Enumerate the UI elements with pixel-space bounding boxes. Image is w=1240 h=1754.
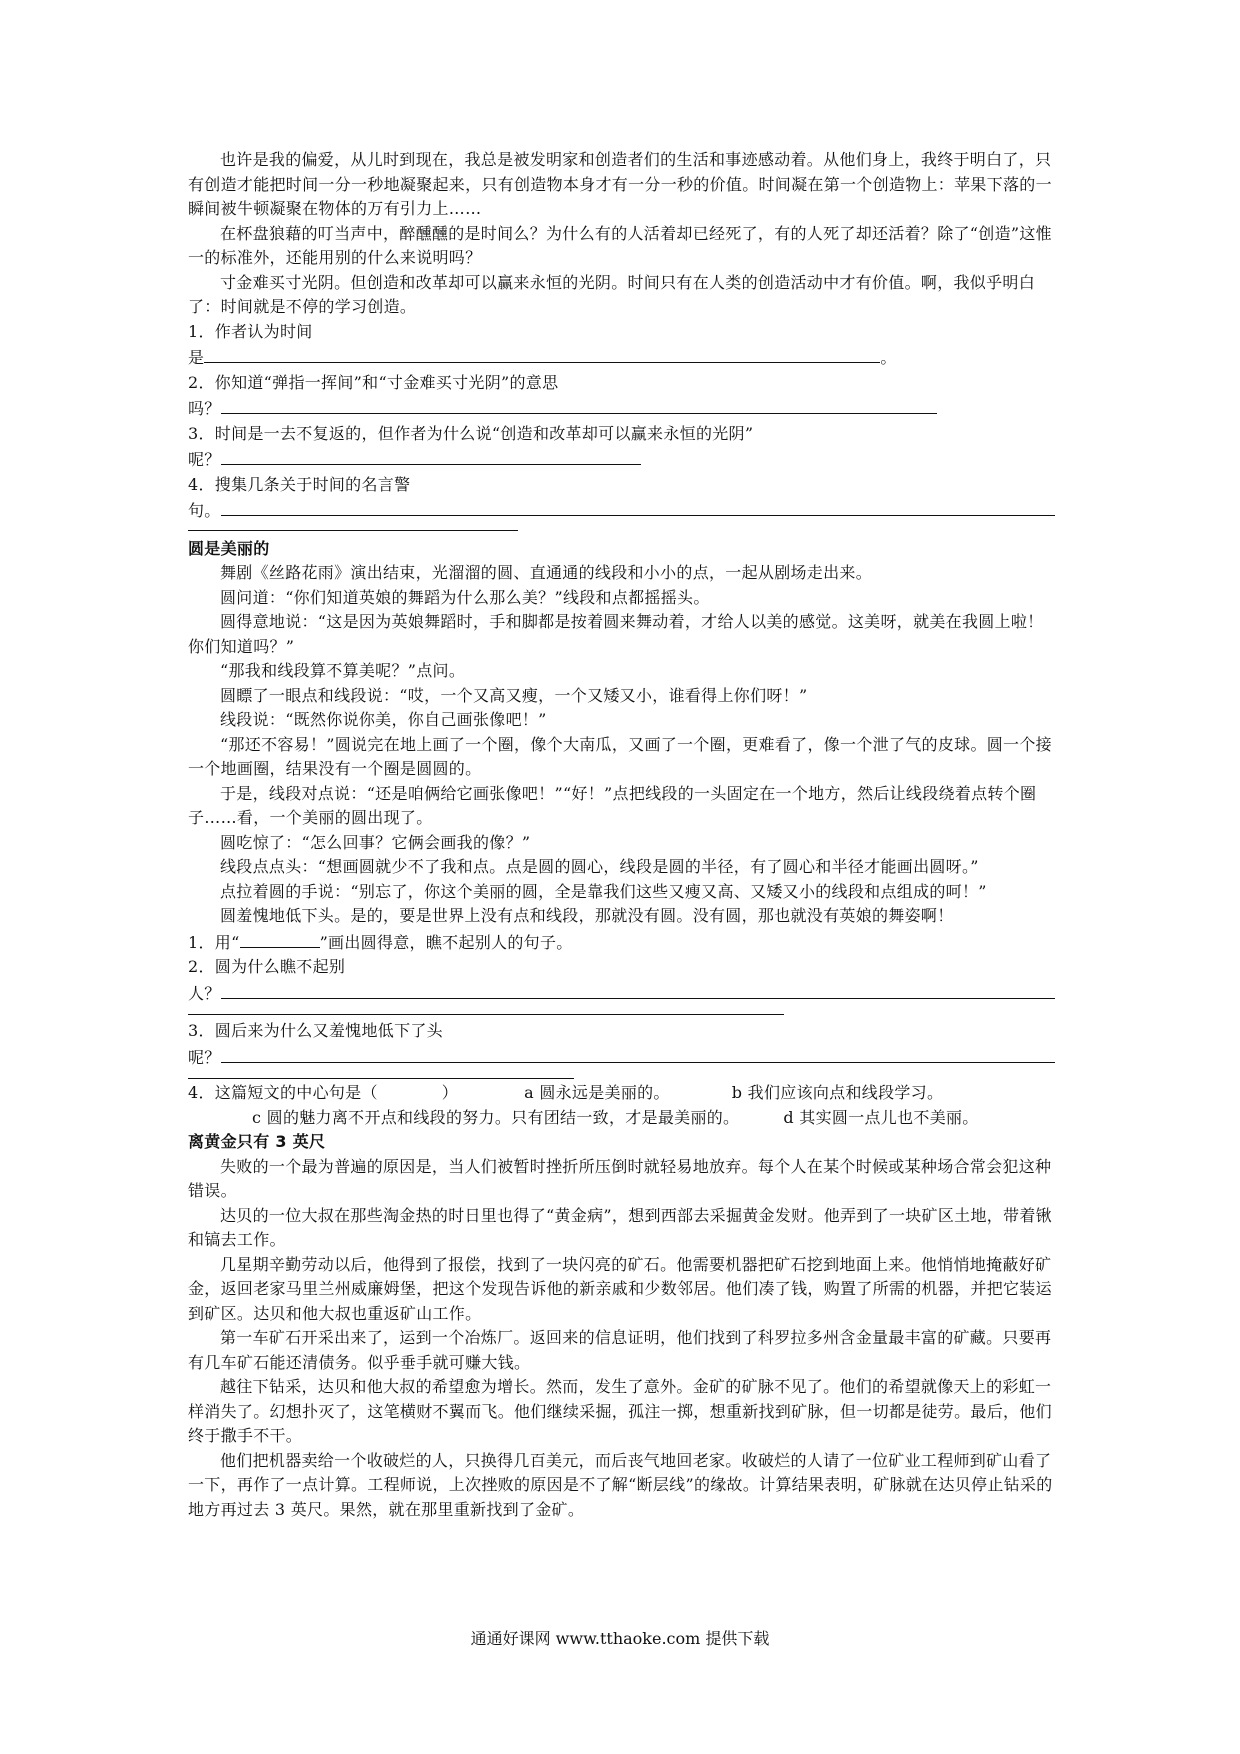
paragraph: 第一车矿石开采出来了，运到一个冶炼厂。返回来的信息证明，他们找到了科罗拉多州含金量最丰富的矿藏。只要再有几车矿石能还清债务。似乎垂手就可赚大钱。 [188,1328,1052,1372]
question-1-row: 1．用“ ”画出圆得意，瞧不起别人的句子。 [188,929,1058,956]
paragraph: 也许是我的偏爱，从儿时到现在，我总是被发明家和创造者们的生活和事迹感动着。从他们身上，我终于明白了，只有创造才能把时间一分一秒地凝聚起来，只有创造物本身才有一分一秒的价值。时间凝在第一个创造物上：苹果下落的一瞬间被牛顿凝聚在物体的万有引力上…… [188,150,1052,218]
question-3-answer-row: 呢？ [188,1044,1058,1071]
section-gold [188,1130,1058,1522]
question-3-prompt: 3．时间是一去不复返的，但作者为什么说“创造和改革却可以赢来永恒的光阴” [188,423,754,443]
paragraph: 圆吃惊了：“怎么回事？它俩会画我的像？” [220,832,531,852]
question-3-answer-row: 呢？ [188,446,1058,473]
question-4-row: 4．这篇短文的中心句是（ ） a 圆永远是美丽的。 b 我们应该向点和线段学习。 [188,1081,1058,1106]
answer-line[interactable] [204,344,880,363]
paragraph: 他们把机器卖给一个收破烂的人，只换得几百美元，而后丧气地回老家。收破烂的人请了一位矿业工程师到矿山看了一下，再作了一点计算。工程师说，上次挫败的原因是不了解“断层线”的缘故。计算结果表明，矿脉就在达贝停止钻采的地方再过去 3 英尺。果然，就在那里重新找到了金矿。 [188,1450,1053,1519]
paragraph: 在杯盘狼藉的叮当声中，醉醺醺的是时间么？为什么有的人活着却已经死了，有的人死了却还活着？除了“创造”这惟一的标准外，还能用别的什么来说明吗？ [188,223,1052,267]
question-4-answer-row: 句。 [188,497,1058,524]
option-d: d 其实圆一点儿也不美丽。 [783,1107,979,1127]
section-time [188,148,1058,531]
answer-line[interactable] [221,1044,1055,1063]
question-2-answer-row: 吗？ [188,395,1058,422]
section-title: 离黄金只有 3 英尺 [188,1132,326,1151]
answer-line[interactable] [221,980,1055,999]
section-circle [188,537,1058,1131]
paragraph: “那我和线段算不算美呢？”点问。 [220,661,466,680]
question-2-prompt: 2．你知道“弹指一挥间”和“寸金难买寸光阴”的意思 [188,372,559,392]
footer-credit: 通通好课网 www.tthaoke.com 提供下载 [470,1629,770,1648]
paragraph: 于是，线段对点说：“还是咱俩给它画张像吧！”“好！”点把线段的一头固定在一个地方，然后让线段绕着点转个圈子……看，一个美丽的圆出现了。 [188,783,1037,827]
question-4-prompt: 4．搜集几条关于时间的名言警 [188,474,411,494]
paragraph: 圆羞愧地低下头。是的，要是世界上没有点和线段，那就没有圆。没有圆，那也就没有英娘的舞姿啊！ [220,906,954,925]
answer-line[interactable] [221,497,1055,516]
paragraph: 圆瞟了一眼点和线段说：“哎，一个又高又瘦，一个又矮又小，谁看得上你们呀！” [220,685,808,705]
paragraph: 点拉着圆的手说：“别忘了，你这个美丽的圆，全是靠我们这些又瘦又高、又矮又小的线段和点组成的呵！” [220,881,987,901]
paragraph: “那还不容易！”圆说完在地上画了一个圈，像个大南瓜，又画了一个圈，更难看了，像一个泄了气的皮球。圆一个接一个地画圈，结果没有一个圈是圆圆的。 [188,734,1052,778]
paragraph: 线段点点头：“想画圆就少不了我和点。点是圆的圆心，线段是圆的半径，有了圆心和半径才能画出圆呀。” [220,857,979,876]
question-4-options-row [188,1106,1058,1131]
question-2-answer-row: 人？ [188,980,1058,1007]
question-1-prompt: 1．作者认为时间 [188,321,313,341]
question-2-prompt: 2．圆为什么瞧不起别 [188,957,346,976]
paragraph: 圆得意地说：“这是因为英娘舞蹈时，手和脚都是按着圆来舞动着，才给人以美的感觉。这美呀，就美在我圆上啦！你们知道吗？” [188,612,1044,656]
question-3-prompt: 3．圆后来为什么又羞愧地低下了头 [188,1021,443,1040]
paragraph: 线段说：“既然你说你美，你自己画张像吧！” [220,710,547,729]
paragraph: 失败的一个最为普遍的原因是，当人们被暂时挫折所压倒时就轻易地放弃。每个人在某个时候或某种场合常会犯这种错误。 [188,1156,1052,1200]
paragraph: 越往下钻采，达贝和他大叔的希望愈为增长。然而，发生了意外。金矿的矿脉不见了。他们的希望就像天上的彩虹一样消失了。幻想扑灭了，这笔横财不翼而飞。他们继续采掘，孤注一掷，想重新找到矿脉，但一切都是徒劳。最后，他们终于撒手不干。 [188,1377,1052,1445]
answer-line[interactable] [188,528,518,531]
question-1-answer-row: 是 。 [188,344,1058,371]
worksheet-page [188,148,1058,1522]
answer-line[interactable] [221,446,641,465]
answer-line[interactable] [188,1076,574,1079]
section-title: 圆是美丽的 [188,538,270,558]
paragraph: 几星期辛勤劳动以后，他得到了报偿，找到了一块闪亮的矿石。他需要机器把矿石挖到地面上来。他悄悄地掩蔽好矿金，返回老家马里兰州威廉姆堡，把这个发现告诉他的新亲戚和少数邻居。他们凑了钱，购置了所需的机器，并把它装运到矿区。达贝和他大叔也重返矿山工作。 [188,1254,1052,1323]
answer-blank[interactable] [240,929,320,948]
paragraph: 舞剧《丝路花雨》演出结束，光溜溜的圆、直通通的线段和小小的点，一起从剧场走出来。 [220,563,873,582]
option-a: a 圆永远是美丽的。 [524,1083,670,1102]
option-c: c 圆的魅力离不开点和线段的努力。只有团结一致，才是最美丽的。 [252,1107,740,1127]
answer-line[interactable] [188,1012,784,1015]
paragraph: 寸金难买寸光阴。但创造和改革却可以赢来永恒的光阴。时间只有在人类的创造活动中才有价值。啊，我似乎明白了：时间就是不停的学习创造。 [188,272,1036,316]
option-b: b 我们应该向点和线段学习。 [731,1083,944,1102]
answer-line[interactable] [221,395,937,414]
paragraph: 达贝的一位大叔在那些淘金热的时日里也得了“黄金病”，想到西部去采掘黄金发财。他弄到了一块矿区土地，带着锹和镐去工作。 [188,1205,1052,1249]
paragraph: 圆问道：“你们知道英娘的舞蹈为什么那么美？”线段和点都摇摇头。 [220,587,710,607]
